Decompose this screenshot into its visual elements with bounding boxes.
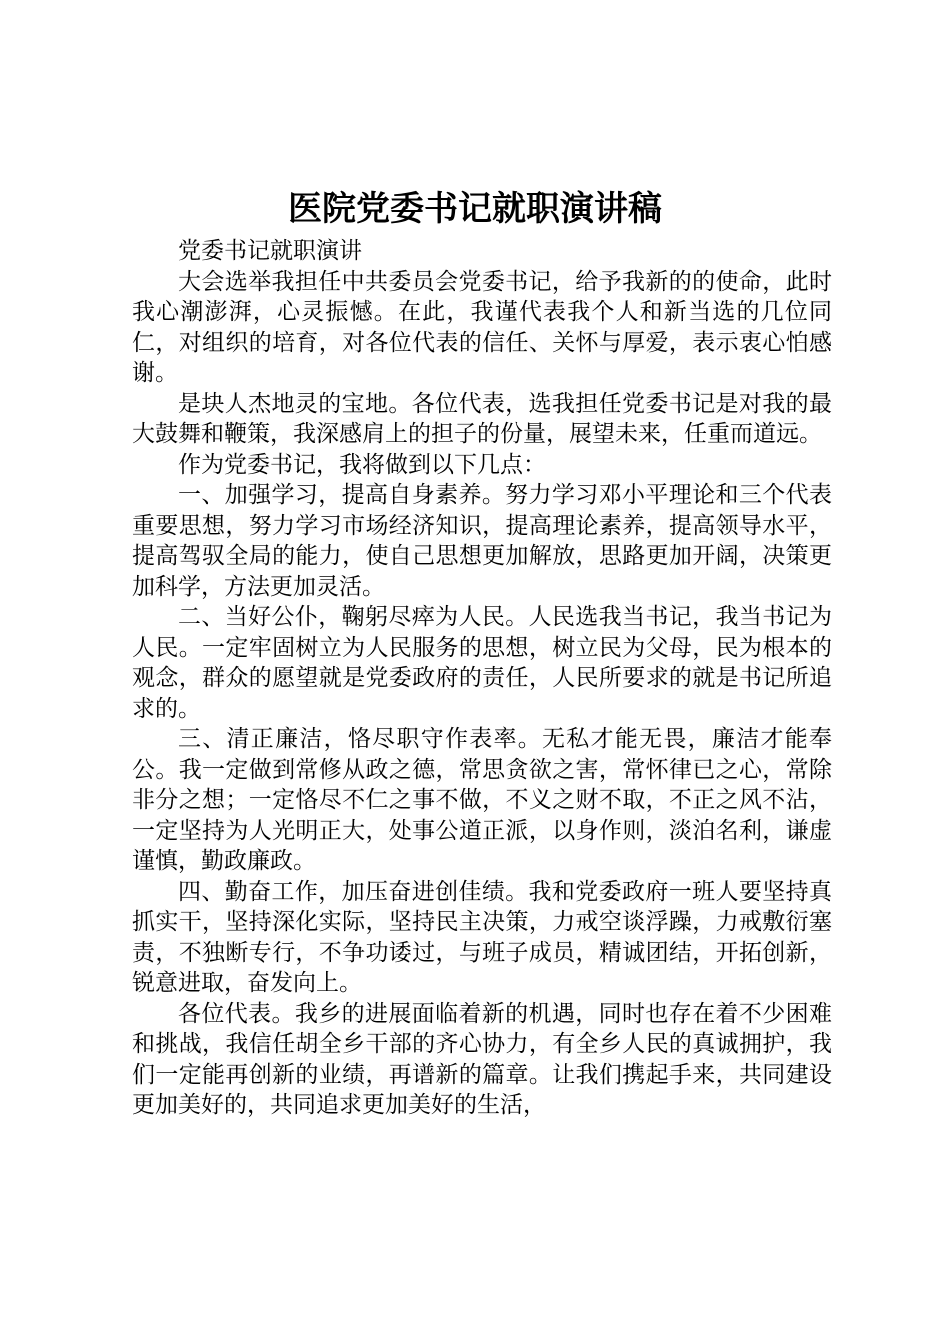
document-title: 医院党委书记就职演讲稿 [288,189,662,229]
paragraph-intro-points: 作为党委书记，我将做到以下几点： [178,451,546,478]
paragraph-point-1: 一、加强学习，提高自身素养。努力学习邓小平理论和三个代表重要思想，努力学习市场经济知识，提高理论素养，提高领导水平，提高驾驭全局的能力，使自己思想更加解放，思路更加开阔，决策更加科学，方法更加灵活。 [132,482,832,600]
paragraph-point-3: 三、清正廉洁，恪尽职守作表率。无私才能无畏，廉洁才能奉公。我一定做到常修从政之德，常思贪欲之害，常怀律已之心，常除非分之想；一定恪尽不仁之事不做，不义之财不取，不正之风不沾，一定坚持为人光明正大，处事公道正派，以身作则，淡泊名利，谦虚谨慎，勤政廉政。 [132,726,832,874]
paragraph-closing: 各位代表。我乡的进展面临着新的机遇，同时也存在着不少困难和挑战，我信任胡全乡干部的齐心协力，有全乡人民的真诚拥护，我们一定能再创新的业绩，再谱新的篇章。让我们携起手来，共同建设更加美好的，共同追求更加美好的生活， [132,1000,832,1118]
paragraph-point-4: 四、勤奋工作，加压奋进创佳绩。我和党委政府一班人要坚持真抓实干，坚持深化实际，坚持民主决策，力戒空谈浮躁，力戒敷衍塞责，不独断专行，不争功诿过，与班子成员，精诚团结，开拓创新，锐意进取，奋发向上。 [132,878,832,996]
paragraph-opening: 大会选举我担任中共委员会党委书记，给予我新的的使命，此时我心潮澎湃，心灵振憾。在此，我谨代表我个人和新当选的几位同仁，对组织的培育，对各位代表的信任、关怀与厚爱，表示衷心怕感谢。 [132,268,832,386]
paragraph-gratitude: 是块人杰地灵的宝地。各位代表，选我担任党委书记是对我的最大鼓舞和鞭策，我深感肩上的担子的份量，展望未来，任重而道远。 [132,390,832,447]
paragraph-subtitle: 党委书记就职演讲 [178,238,362,264]
paragraph-point-2: 二、当好公仆，鞠躬尽瘁为人民。人民选我当书记，我当书记为人民。一定牢固树立为人民服务的思想，树立民为父母，民为根本的观念，群众的愿望就是党委政府的责任，人民所要求的就是书记所追求的。 [132,604,832,722]
document-body [132,236,832,1121]
